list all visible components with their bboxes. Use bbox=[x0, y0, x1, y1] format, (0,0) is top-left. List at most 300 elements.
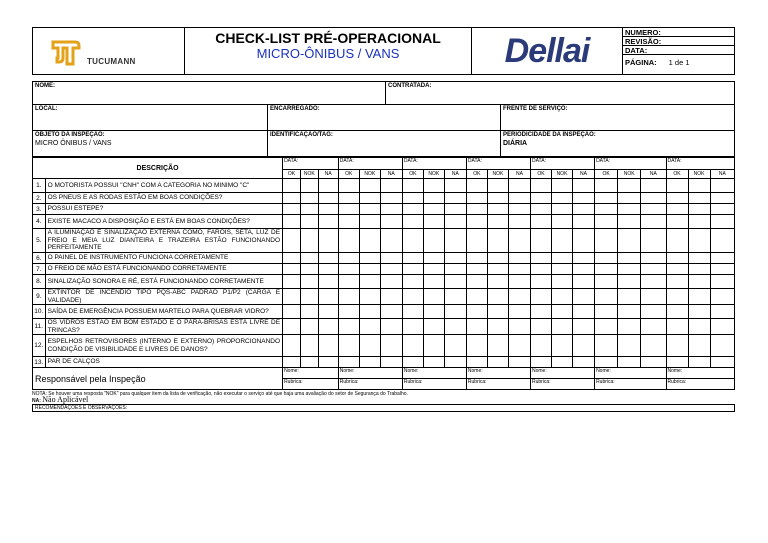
check-cell-na[interactable] bbox=[444, 253, 466, 264]
check-cell-nok[interactable] bbox=[688, 289, 710, 305]
check-cell-nok[interactable] bbox=[487, 179, 508, 193]
check-cell-ok[interactable] bbox=[666, 229, 688, 253]
check-cell-na[interactable] bbox=[641, 335, 666, 357]
check-cell-nok[interactable] bbox=[487, 335, 508, 357]
check-cell-ok[interactable] bbox=[402, 289, 423, 305]
check-cell-nok[interactable] bbox=[300, 229, 318, 253]
encarregado-field[interactable]: ENCARREGADO: bbox=[268, 105, 501, 130]
check-cell-na[interactable] bbox=[572, 264, 594, 275]
inspector-rubrica-cell[interactable]: Rubrica: bbox=[530, 379, 594, 390]
check-cell-na[interactable] bbox=[641, 264, 666, 275]
check-cell-ok[interactable] bbox=[466, 229, 487, 253]
check-cell-nok[interactable] bbox=[688, 264, 710, 275]
check-cell-ok[interactable] bbox=[666, 275, 688, 289]
check-cell-nok[interactable] bbox=[487, 193, 508, 204]
inspector-name-cell[interactable]: Nome: bbox=[595, 368, 666, 379]
check-cell-nok[interactable] bbox=[300, 335, 318, 357]
check-cell-na[interactable] bbox=[380, 264, 402, 275]
check-cell-na[interactable] bbox=[641, 193, 666, 204]
check-cell-nok[interactable] bbox=[423, 204, 444, 215]
check-cell-ok[interactable] bbox=[595, 275, 618, 289]
check-cell-nok[interactable] bbox=[487, 319, 508, 335]
check-cell-na[interactable] bbox=[710, 215, 734, 229]
check-cell-na[interactable] bbox=[444, 289, 466, 305]
check-cell-na[interactable] bbox=[572, 253, 594, 264]
check-cell-nok[interactable] bbox=[359, 357, 380, 368]
check-cell-na[interactable] bbox=[641, 229, 666, 253]
check-cell-nok[interactable] bbox=[359, 289, 380, 305]
check-cell-nok[interactable] bbox=[551, 289, 572, 305]
check-cell-nok[interactable] bbox=[300, 253, 318, 264]
check-cell-na[interactable] bbox=[318, 289, 338, 305]
check-cell-nok[interactable] bbox=[487, 289, 508, 305]
check-cell-nok[interactable] bbox=[300, 215, 318, 229]
check-cell-ok[interactable] bbox=[283, 305, 301, 319]
check-cell-ok[interactable] bbox=[402, 305, 423, 319]
check-cell-ok[interactable] bbox=[402, 275, 423, 289]
check-cell-ok[interactable] bbox=[595, 215, 618, 229]
check-cell-ok[interactable] bbox=[595, 253, 618, 264]
check-cell-ok[interactable] bbox=[466, 289, 487, 305]
check-cell-nok[interactable] bbox=[688, 275, 710, 289]
check-cell-na[interactable] bbox=[318, 305, 338, 319]
check-cell-na[interactable] bbox=[380, 215, 402, 229]
check-cell-na[interactable] bbox=[380, 305, 402, 319]
check-cell-na[interactable] bbox=[508, 253, 530, 264]
nome-field[interactable]: NOME: bbox=[33, 82, 386, 104]
check-cell-nok[interactable] bbox=[359, 229, 380, 253]
check-cell-ok[interactable] bbox=[402, 319, 423, 335]
check-cell-ok[interactable] bbox=[402, 204, 423, 215]
check-cell-ok[interactable] bbox=[595, 193, 618, 204]
check-cell-na[interactable] bbox=[710, 229, 734, 253]
check-cell-na[interactable] bbox=[508, 179, 530, 193]
check-cell-na[interactable] bbox=[641, 275, 666, 289]
check-cell-ok[interactable] bbox=[595, 289, 618, 305]
check-cell-na[interactable] bbox=[710, 335, 734, 357]
inspector-rubrica-cell[interactable]: Rubrica: bbox=[666, 379, 735, 390]
inspector-rubrica-cell[interactable]: Rubrica: bbox=[402, 379, 466, 390]
check-cell-na[interactable] bbox=[641, 253, 666, 264]
check-cell-ok[interactable] bbox=[338, 264, 359, 275]
check-cell-ok[interactable] bbox=[338, 253, 359, 264]
check-cell-ok[interactable] bbox=[666, 179, 688, 193]
check-cell-na[interactable] bbox=[318, 319, 338, 335]
check-cell-na[interactable] bbox=[572, 229, 594, 253]
inspector-name-cell[interactable]: Nome: bbox=[466, 368, 530, 379]
check-cell-nok[interactable] bbox=[359, 275, 380, 289]
check-cell-ok[interactable] bbox=[283, 335, 301, 357]
check-cell-na[interactable] bbox=[380, 204, 402, 215]
check-cell-na[interactable] bbox=[508, 305, 530, 319]
check-cell-nok[interactable] bbox=[688, 253, 710, 264]
check-cell-na[interactable] bbox=[380, 253, 402, 264]
check-cell-nok[interactable] bbox=[551, 229, 572, 253]
check-cell-nok[interactable] bbox=[359, 179, 380, 193]
check-cell-nok[interactable] bbox=[359, 215, 380, 229]
check-cell-ok[interactable] bbox=[402, 229, 423, 253]
check-cell-nok[interactable] bbox=[423, 215, 444, 229]
check-cell-nok[interactable] bbox=[618, 357, 641, 368]
date-cell-6[interactable]: DATA: bbox=[595, 158, 666, 170]
check-cell-ok[interactable] bbox=[466, 305, 487, 319]
check-cell-na[interactable] bbox=[572, 215, 594, 229]
check-cell-ok[interactable] bbox=[595, 179, 618, 193]
check-cell-na[interactable] bbox=[444, 179, 466, 193]
check-cell-na[interactable] bbox=[508, 204, 530, 215]
check-cell-nok[interactable] bbox=[618, 229, 641, 253]
check-cell-nok[interactable] bbox=[618, 204, 641, 215]
check-cell-ok[interactable] bbox=[530, 204, 551, 215]
check-cell-na[interactable] bbox=[641, 305, 666, 319]
check-cell-ok[interactable] bbox=[595, 357, 618, 368]
check-cell-ok[interactable] bbox=[283, 275, 301, 289]
check-cell-nok[interactable] bbox=[618, 289, 641, 305]
check-cell-nok[interactable] bbox=[487, 305, 508, 319]
check-cell-na[interactable] bbox=[508, 319, 530, 335]
check-cell-nok[interactable] bbox=[423, 357, 444, 368]
check-cell-ok[interactable] bbox=[466, 179, 487, 193]
check-cell-nok[interactable] bbox=[487, 253, 508, 264]
check-cell-na[interactable] bbox=[572, 204, 594, 215]
check-cell-nok[interactable] bbox=[359, 193, 380, 204]
check-cell-nok[interactable] bbox=[551, 215, 572, 229]
check-cell-ok[interactable] bbox=[595, 335, 618, 357]
check-cell-na[interactable] bbox=[508, 264, 530, 275]
check-cell-ok[interactable] bbox=[466, 335, 487, 357]
check-cell-nok[interactable] bbox=[688, 305, 710, 319]
check-cell-na[interactable] bbox=[318, 193, 338, 204]
check-cell-nok[interactable] bbox=[423, 193, 444, 204]
check-cell-ok[interactable] bbox=[666, 204, 688, 215]
check-cell-na[interactable] bbox=[710, 357, 734, 368]
check-cell-ok[interactable] bbox=[283, 357, 301, 368]
check-cell-ok[interactable] bbox=[402, 193, 423, 204]
check-cell-na[interactable] bbox=[508, 275, 530, 289]
check-cell-na[interactable] bbox=[641, 357, 666, 368]
check-cell-nok[interactable] bbox=[359, 204, 380, 215]
check-cell-na[interactable] bbox=[318, 215, 338, 229]
check-cell-ok[interactable] bbox=[283, 204, 301, 215]
check-cell-nok[interactable] bbox=[551, 193, 572, 204]
check-cell-ok[interactable] bbox=[466, 215, 487, 229]
inspector-name-cell[interactable]: Nome: bbox=[666, 368, 735, 379]
check-cell-nok[interactable] bbox=[423, 179, 444, 193]
check-cell-na[interactable] bbox=[444, 305, 466, 319]
check-cell-nok[interactable] bbox=[300, 289, 318, 305]
check-cell-na[interactable] bbox=[710, 204, 734, 215]
check-cell-na[interactable] bbox=[572, 289, 594, 305]
check-cell-na[interactable] bbox=[572, 335, 594, 357]
check-cell-na[interactable] bbox=[508, 335, 530, 357]
check-cell-nok[interactable] bbox=[688, 335, 710, 357]
date-cell-4[interactable]: DATA: bbox=[466, 158, 530, 170]
check-cell-ok[interactable] bbox=[595, 305, 618, 319]
check-cell-ok[interactable] bbox=[530, 275, 551, 289]
check-cell-na[interactable] bbox=[710, 289, 734, 305]
check-cell-ok[interactable] bbox=[338, 204, 359, 215]
check-cell-ok[interactable] bbox=[595, 264, 618, 275]
check-cell-ok[interactable] bbox=[666, 193, 688, 204]
check-cell-na[interactable] bbox=[444, 357, 466, 368]
check-cell-na[interactable] bbox=[572, 357, 594, 368]
check-cell-ok[interactable] bbox=[283, 193, 301, 204]
check-cell-nok[interactable] bbox=[423, 289, 444, 305]
check-cell-na[interactable] bbox=[380, 289, 402, 305]
check-cell-na[interactable] bbox=[641, 319, 666, 335]
check-cell-na[interactable] bbox=[444, 215, 466, 229]
check-cell-ok[interactable] bbox=[338, 305, 359, 319]
check-cell-ok[interactable] bbox=[530, 215, 551, 229]
check-cell-ok[interactable] bbox=[466, 204, 487, 215]
check-cell-nok[interactable] bbox=[423, 335, 444, 357]
check-cell-nok[interactable] bbox=[688, 319, 710, 335]
inspector-name-cell[interactable]: Nome: bbox=[402, 368, 466, 379]
check-cell-nok[interactable] bbox=[487, 357, 508, 368]
check-cell-ok[interactable] bbox=[338, 335, 359, 357]
check-cell-na[interactable] bbox=[572, 275, 594, 289]
check-cell-na[interactable] bbox=[444, 193, 466, 204]
check-cell-nok[interactable] bbox=[423, 275, 444, 289]
check-cell-ok[interactable] bbox=[666, 289, 688, 305]
check-cell-nok[interactable] bbox=[618, 193, 641, 204]
check-cell-na[interactable] bbox=[318, 229, 338, 253]
check-cell-nok[interactable] bbox=[618, 275, 641, 289]
check-cell-ok[interactable] bbox=[338, 193, 359, 204]
inspector-name-cell[interactable]: Nome: bbox=[530, 368, 594, 379]
check-cell-ok[interactable] bbox=[530, 179, 551, 193]
check-cell-na[interactable] bbox=[572, 319, 594, 335]
check-cell-ok[interactable] bbox=[595, 319, 618, 335]
check-cell-na[interactable] bbox=[508, 229, 530, 253]
check-cell-ok[interactable] bbox=[530, 305, 551, 319]
check-cell-ok[interactable] bbox=[283, 253, 301, 264]
check-cell-ok[interactable] bbox=[402, 253, 423, 264]
check-cell-ok[interactable] bbox=[530, 319, 551, 335]
check-cell-nok[interactable] bbox=[618, 305, 641, 319]
check-cell-nok[interactable] bbox=[487, 264, 508, 275]
check-cell-ok[interactable] bbox=[666, 215, 688, 229]
check-cell-ok[interactable] bbox=[666, 253, 688, 264]
check-cell-nok[interactable] bbox=[359, 253, 380, 264]
check-cell-na[interactable] bbox=[444, 204, 466, 215]
check-cell-nok[interactable] bbox=[423, 305, 444, 319]
check-cell-nok[interactable] bbox=[300, 179, 318, 193]
recomendacoes-box[interactable]: RECOMENDAÇÕES E OBSERVAÇÕES: bbox=[32, 404, 735, 412]
check-cell-nok[interactable] bbox=[688, 193, 710, 204]
check-cell-ok[interactable] bbox=[530, 264, 551, 275]
check-cell-ok[interactable] bbox=[466, 319, 487, 335]
frente-servico-field[interactable]: FRENTE DE SERVIÇO: bbox=[503, 106, 568, 112]
check-cell-nok[interactable] bbox=[487, 215, 508, 229]
check-cell-ok[interactable] bbox=[402, 215, 423, 229]
check-cell-na[interactable] bbox=[444, 275, 466, 289]
check-cell-na[interactable] bbox=[508, 215, 530, 229]
check-cell-nok[interactable] bbox=[423, 264, 444, 275]
check-cell-nok[interactable] bbox=[300, 319, 318, 335]
check-cell-ok[interactable] bbox=[338, 289, 359, 305]
check-cell-na[interactable] bbox=[318, 357, 338, 368]
check-cell-na[interactable] bbox=[318, 335, 338, 357]
check-cell-ok[interactable] bbox=[338, 275, 359, 289]
check-cell-na[interactable] bbox=[572, 193, 594, 204]
check-cell-ok[interactable] bbox=[530, 253, 551, 264]
check-cell-ok[interactable] bbox=[338, 357, 359, 368]
check-cell-nok[interactable] bbox=[359, 305, 380, 319]
check-cell-na[interactable] bbox=[508, 193, 530, 204]
check-cell-ok[interactable] bbox=[595, 229, 618, 253]
check-cell-ok[interactable] bbox=[338, 179, 359, 193]
date-cell-7[interactable]: DATA: bbox=[666, 158, 735, 170]
check-cell-ok[interactable] bbox=[666, 305, 688, 319]
date-cell-1[interactable]: DATA: bbox=[283, 158, 339, 170]
check-cell-ok[interactable] bbox=[283, 319, 301, 335]
check-cell-na[interactable] bbox=[380, 193, 402, 204]
check-cell-ok[interactable] bbox=[595, 204, 618, 215]
check-cell-nok[interactable] bbox=[551, 204, 572, 215]
check-cell-nok[interactable] bbox=[487, 229, 508, 253]
check-cell-nok[interactable] bbox=[618, 179, 641, 193]
check-cell-na[interactable] bbox=[641, 204, 666, 215]
check-cell-ok[interactable] bbox=[283, 289, 301, 305]
check-cell-ok[interactable] bbox=[530, 335, 551, 357]
check-cell-na[interactable] bbox=[710, 193, 734, 204]
inspector-rubrica-cell[interactable]: Rubrica: bbox=[595, 379, 666, 390]
check-cell-nok[interactable] bbox=[618, 253, 641, 264]
check-cell-ok[interactable] bbox=[283, 215, 301, 229]
check-cell-ok[interactable] bbox=[402, 357, 423, 368]
check-cell-na[interactable] bbox=[572, 179, 594, 193]
check-cell-ok[interactable] bbox=[666, 335, 688, 357]
check-cell-nok[interactable] bbox=[423, 229, 444, 253]
check-cell-nok[interactable] bbox=[688, 357, 710, 368]
date-cell-3[interactable]: DATA: bbox=[402, 158, 466, 170]
check-cell-ok[interactable] bbox=[338, 215, 359, 229]
check-cell-ok[interactable] bbox=[530, 193, 551, 204]
check-cell-na[interactable] bbox=[710, 275, 734, 289]
check-cell-na[interactable] bbox=[380, 357, 402, 368]
check-cell-na[interactable] bbox=[710, 253, 734, 264]
check-cell-nok[interactable] bbox=[618, 215, 641, 229]
check-cell-nok[interactable] bbox=[618, 319, 641, 335]
check-cell-na[interactable] bbox=[641, 215, 666, 229]
local-field[interactable]: LOCAL: bbox=[33, 105, 268, 130]
check-cell-ok[interactable] bbox=[466, 193, 487, 204]
check-cell-nok[interactable] bbox=[300, 193, 318, 204]
check-cell-na[interactable] bbox=[508, 289, 530, 305]
check-cell-nok[interactable] bbox=[487, 275, 508, 289]
check-cell-nok[interactable] bbox=[551, 275, 572, 289]
check-cell-na[interactable] bbox=[444, 229, 466, 253]
check-cell-ok[interactable] bbox=[338, 229, 359, 253]
check-cell-ok[interactable] bbox=[402, 335, 423, 357]
check-cell-nok[interactable] bbox=[551, 335, 572, 357]
check-cell-ok[interactable] bbox=[283, 229, 301, 253]
check-cell-na[interactable] bbox=[444, 335, 466, 357]
check-cell-na[interactable] bbox=[380, 335, 402, 357]
check-cell-ok[interactable] bbox=[402, 179, 423, 193]
check-cell-ok[interactable] bbox=[530, 289, 551, 305]
check-cell-nok[interactable] bbox=[487, 204, 508, 215]
check-cell-na[interactable] bbox=[444, 264, 466, 275]
check-cell-nok[interactable] bbox=[359, 335, 380, 357]
check-cell-ok[interactable] bbox=[666, 357, 688, 368]
check-cell-ok[interactable] bbox=[466, 357, 487, 368]
check-cell-ok[interactable] bbox=[338, 319, 359, 335]
check-cell-nok[interactable] bbox=[300, 275, 318, 289]
check-cell-ok[interactable] bbox=[466, 253, 487, 264]
check-cell-na[interactable] bbox=[710, 305, 734, 319]
check-cell-nok[interactable] bbox=[423, 319, 444, 335]
date-cell-2[interactable]: DATA: bbox=[338, 158, 402, 170]
inspector-rubrica-cell[interactable]: Rubrica: bbox=[283, 379, 339, 390]
check-cell-ok[interactable] bbox=[283, 264, 301, 275]
check-cell-na[interactable] bbox=[710, 319, 734, 335]
check-cell-ok[interactable] bbox=[666, 264, 688, 275]
check-cell-ok[interactable] bbox=[466, 275, 487, 289]
check-cell-nok[interactable] bbox=[551, 319, 572, 335]
check-cell-nok[interactable] bbox=[551, 253, 572, 264]
check-cell-na[interactable] bbox=[380, 275, 402, 289]
check-cell-ok[interactable] bbox=[530, 357, 551, 368]
check-cell-na[interactable] bbox=[641, 289, 666, 305]
check-cell-na[interactable] bbox=[444, 319, 466, 335]
check-cell-nok[interactable] bbox=[551, 305, 572, 319]
check-cell-na[interactable] bbox=[380, 229, 402, 253]
check-cell-nok[interactable] bbox=[618, 335, 641, 357]
date-cell-5[interactable]: DATA: bbox=[530, 158, 594, 170]
check-cell-nok[interactable] bbox=[551, 357, 572, 368]
identificacao-tag-field[interactable]: IDENTIFICAÇÃO/TAG: bbox=[268, 131, 501, 156]
check-cell-nok[interactable] bbox=[551, 264, 572, 275]
inspector-rubrica-cell[interactable]: Rubrica: bbox=[466, 379, 530, 390]
check-cell-na[interactable] bbox=[380, 319, 402, 335]
inspector-name-cell[interactable]: Nome: bbox=[338, 368, 402, 379]
contratada-field[interactable]: CONTRATADA: bbox=[388, 83, 432, 89]
check-cell-na[interactable] bbox=[318, 253, 338, 264]
check-cell-nok[interactable] bbox=[423, 253, 444, 264]
check-cell-nok[interactable] bbox=[300, 305, 318, 319]
check-cell-na[interactable] bbox=[572, 305, 594, 319]
check-cell-nok[interactable] bbox=[359, 319, 380, 335]
check-cell-ok[interactable] bbox=[466, 264, 487, 275]
check-cell-nok[interactable] bbox=[300, 357, 318, 368]
inspector-rubrica-cell[interactable]: Rubrica: bbox=[338, 379, 402, 390]
check-cell-na[interactable] bbox=[380, 179, 402, 193]
check-cell-nok[interactable] bbox=[688, 204, 710, 215]
check-cell-na[interactable] bbox=[318, 204, 338, 215]
check-cell-nok[interactable] bbox=[688, 229, 710, 253]
check-cell-ok[interactable] bbox=[402, 264, 423, 275]
check-cell-ok[interactable] bbox=[283, 179, 301, 193]
check-cell-nok[interactable] bbox=[688, 179, 710, 193]
check-cell-nok[interactable] bbox=[688, 215, 710, 229]
check-cell-nok[interactable] bbox=[551, 179, 572, 193]
inspector-name-cell[interactable]: Nome: bbox=[283, 368, 339, 379]
check-cell-na[interactable] bbox=[318, 275, 338, 289]
check-cell-na[interactable] bbox=[318, 179, 338, 193]
check-cell-nok[interactable] bbox=[618, 264, 641, 275]
check-cell-na[interactable] bbox=[318, 264, 338, 275]
check-cell-na[interactable] bbox=[508, 357, 530, 368]
check-cell-na[interactable] bbox=[710, 179, 734, 193]
check-cell-na[interactable] bbox=[641, 179, 666, 193]
check-cell-nok[interactable] bbox=[300, 204, 318, 215]
check-cell-nok[interactable] bbox=[300, 264, 318, 275]
check-cell-ok[interactable] bbox=[666, 319, 688, 335]
check-cell-na[interactable] bbox=[710, 264, 734, 275]
check-cell-nok[interactable] bbox=[359, 264, 380, 275]
